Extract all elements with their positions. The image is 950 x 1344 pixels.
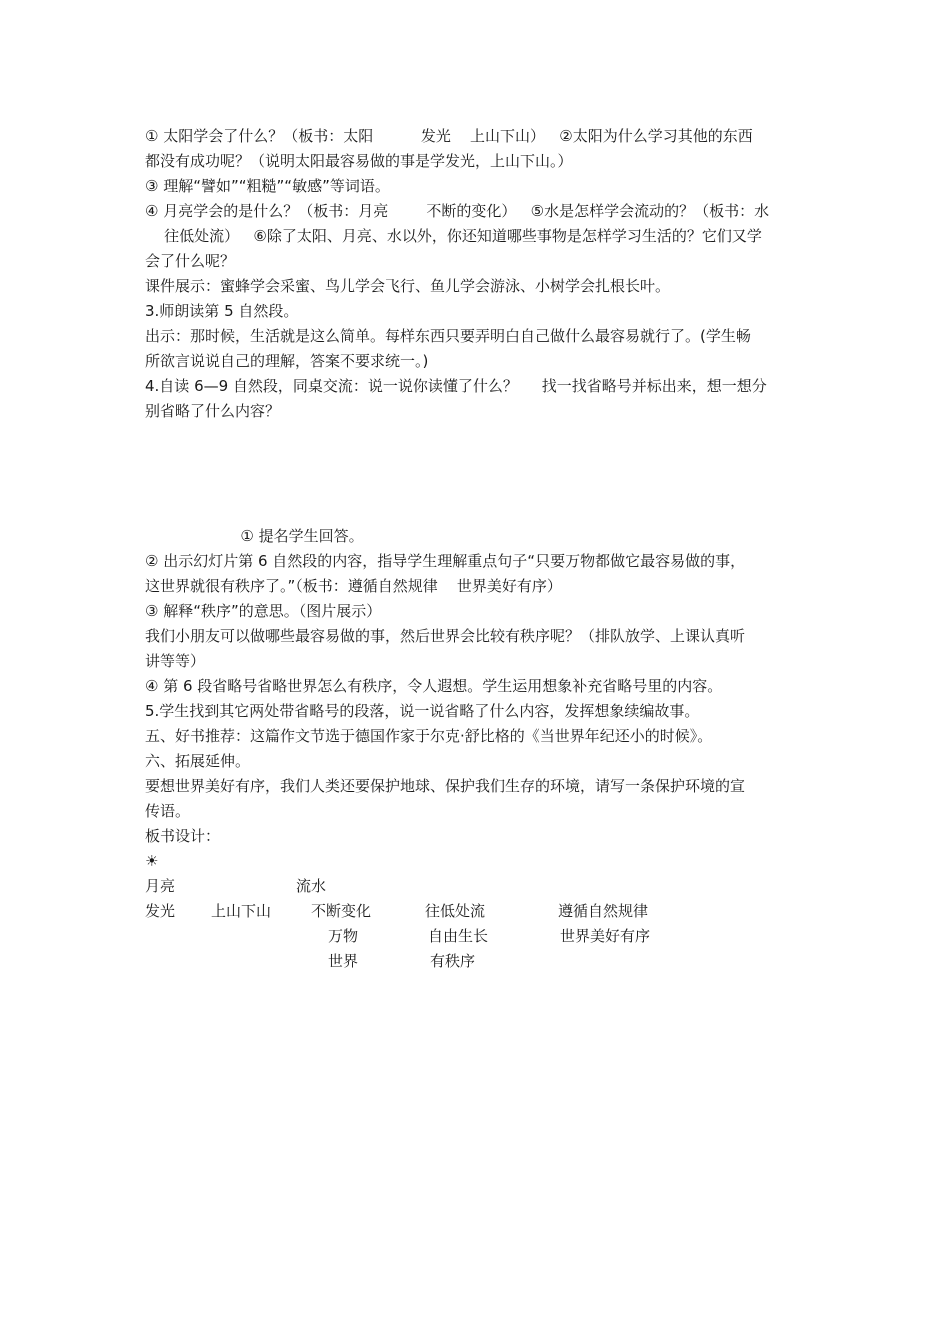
text-line: 板书设计：	[145, 827, 221, 845]
text-line: 3.师朗读第 5 自然段。	[145, 302, 299, 320]
text-line: 出示：那时候，生活就是这么简单。每样东西只要弄明白自己做什么最容易就行了。(学生畅	[145, 327, 751, 345]
text-line: 传语。	[145, 802, 191, 820]
text-line: 课件展示：蜜蜂学会采蜜、鸟儿学会飞行、鱼儿学会游泳、小树学会扎根长叶。	[145, 277, 671, 295]
text-line: ② 出示幻灯片第 6 自然段的内容，指导学生理解重点句子“只要万物都做它最容易做的事，	[145, 552, 746, 570]
text-line: 往低处流） ⑥除了太阳、月亮、水以外，你还知道哪些事物是怎样学习生活的？它们又学	[145, 227, 762, 245]
text-line: ① 太阳学会了什么？（板书：太阳 发光 上山下山） ②太阳为什么学习其他的东西	[145, 127, 753, 145]
text-line: ③ 解释“秩序”的意思。（图片展示）	[145, 602, 382, 620]
text-line: 会了什么呢？	[145, 252, 236, 270]
board-wan-wu: 万物	[328, 927, 359, 945]
board-wang-di: 往低处流	[425, 902, 486, 920]
text-line: 我们小朋友可以做哪些最容易做的事，然后世界会比较有秩序呢？（排队放学、上课认真听	[145, 627, 746, 645]
text-line: 五、好书推荐：这篇作文节选于德国作家于尔克·舒比格的《当世界年纪还小的时候》。	[145, 727, 713, 745]
text-line: 要想世界美好有序，我们人类还要保护地球、保护我们生存的环境，请写一条保护环境的宣	[145, 777, 746, 795]
text-line: 4.自读 6—9 自然段，同桌交流：说一说你读懂了什么？ 找一找省略号并标出来，想一想分	[145, 377, 767, 395]
text-line: 所欲言说说自己的理解，答案不要求统一。)	[145, 352, 429, 370]
text-line: 5.学生找到其它两处带省略号的段落，说一说省略了什么内容，发挥想象续编故事。	[145, 702, 700, 720]
board-zun-xun: 遵循自然规律	[558, 902, 649, 920]
text-line: 讲等等）	[145, 652, 206, 670]
text-line: ④ 月亮学会的是什么？（板书：月亮 不断的变化） ⑤水是怎样学会流动的？（板书：水	[145, 202, 770, 220]
text-line: 都没有成功呢？（说明太阳最容易做的事是学发光，上山下山。）	[145, 152, 573, 170]
board-mei-hao: 世界美好有序	[560, 927, 651, 945]
text-line: ③ 理解“譬如”“粗糙”“敏感”等词语。	[145, 177, 390, 195]
board-shang-shan: 上山下山	[211, 902, 272, 920]
text-line: ① 提名学生回答。	[145, 527, 364, 545]
text-line: 别省略了什么内容？	[145, 402, 281, 420]
board-zi-you: 自由生长	[428, 927, 489, 945]
board-you-zhi: 有秩序	[430, 952, 476, 970]
text-line: ④ 第 6 段省略号省略世界怎么有秩序，令人遐想。学生运用想象补充省略号里的内容。	[145, 677, 723, 695]
sun-icon: ☀	[145, 852, 159, 870]
text-line: 六、拓展延伸。	[145, 752, 251, 770]
board-bu-duan: 不断变化	[311, 902, 372, 920]
board-water: 流水	[296, 877, 327, 895]
board-shi-jie: 世界	[328, 952, 359, 970]
board-fa-guang: 发光	[145, 902, 176, 920]
text-line: 这世界就很有秩序了。”（板书：遵循自然规律 世界美好有序）	[145, 577, 562, 595]
board-moon: 月亮	[145, 877, 176, 895]
